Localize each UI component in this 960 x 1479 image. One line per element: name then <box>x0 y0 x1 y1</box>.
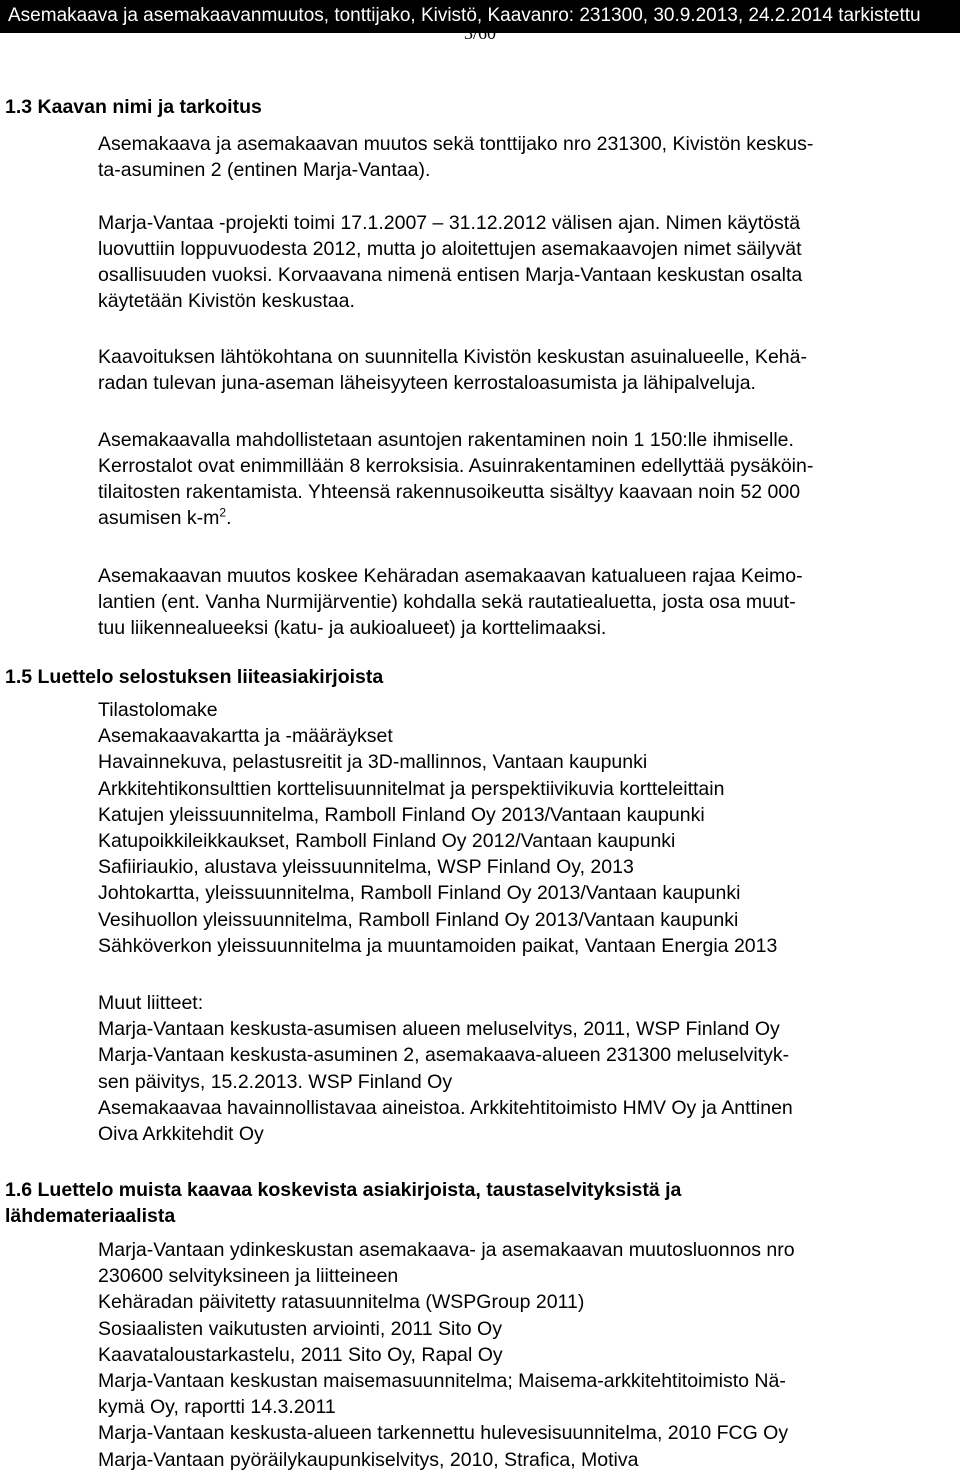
list-item: Oiva Arkkitehdit Oy <box>98 1123 264 1146</box>
heading-line: lähdemateriaalista <box>5 1205 176 1227</box>
list-item: Safiiriaukio, alustava yleissuunnitelma, WSP Finland Oy, 2013 <box>98 856 634 879</box>
list-item: Sosiaalisten vaikutusten arviointi, 2011 Sito Oy <box>98 1317 502 1340</box>
list-item: Katujen yleissuunnitelma, Ramboll Finland Oy 2013/Vantaan kaupunki <box>98 803 705 826</box>
text-line <box>98 505 958 531</box>
list-item: Marja-Vantaan keskusta-asumisen alueen meluselvitys, 2011, WSP Finland Oy <box>98 1018 780 1041</box>
section-heading-1-3: 1.3 Kaavan nimi ja tarkoitus <box>5 96 262 118</box>
floor-area-unit: asumisen k-m <box>98 507 220 529</box>
list-item: Kaavataloustarkastelu, 2011 Sito Oy, Rapal Oy <box>98 1343 503 1366</box>
paragraph-plan-change <box>98 563 958 641</box>
text-line: Asemakaavalla mahdollistetaan asuntojen rakentaminen noin 1 150:lle ihmiselle. <box>98 429 794 451</box>
other-attachments-label: Muut liitteet: <box>98 992 204 1014</box>
list-item: Asemakaavaa havainnollistavaa aineistoa. Arkkitehtitoimisto HMV Oy ja Anttinen <box>98 1096 793 1119</box>
list-item: Vesihuollon yleissuunnitelma, Ramboll Finland Oy 2013/Vantaan kaupunki <box>98 908 739 931</box>
text-line: luovuttiin loppuvuodesta 2012, mutta jo aloitettujen asemakaavojen nimet säilyvät <box>98 238 802 260</box>
list-item: Marja-Vantaan pyöräilykaupunkiselvitys, 2010, Strafica, Motiva <box>98 1448 639 1471</box>
paragraph-planning-basis <box>98 344 958 396</box>
text-line: Asemakaavan muutos koskee Kehäradan asemakaavan katualueen rajaa Keimo- <box>98 565 803 587</box>
text-line: Kerrostalot ovat enimmillään 8 kerroksisia. Asuinrakentaminen edellyttää pysäköin- <box>98 455 814 477</box>
paragraph-plan-name <box>98 131 958 183</box>
list-item: kymä Oy, raportti 14.3.2011 <box>98 1396 336 1419</box>
list-item: sen päivitys, 15.2.2013. WSP Finland Oy <box>98 1070 453 1093</box>
other-attachments-list <box>98 990 958 1147</box>
text-line: ta-asuminen 2 (entinen Marja-Vantaa). <box>98 159 431 181</box>
list-item: Havainnekuva, pelastusreitit ja 3D-mallinnos, Vantaan kaupunki <box>98 751 648 774</box>
text-line: lantien (ent. Vanha Nurmijärventie) kohdalla sekä rautatiealuetta, josta osa muut- <box>98 591 796 613</box>
text-line: käytetään Kivistön keskustaa. <box>98 290 355 312</box>
section-heading-1-6 <box>5 1177 955 1229</box>
list-item: Tilastolomake <box>98 699 218 721</box>
running-header-title: Asemakaava ja asemakaavanmuutos, tonttijako, Kivistö, Kaavanro: 231300, 30.9.2013, 24.2.2014 tarkistettu <box>8 5 921 26</box>
paragraph-housing-capacity <box>98 427 958 531</box>
paragraph-project-history <box>98 210 958 314</box>
background-documents-list <box>98 1237 958 1473</box>
list-item: Katupoikkileikkaukset, Ramboll Finland Oy 2012/Vantaan kaupunki <box>98 830 676 853</box>
attachments-list <box>98 697 958 959</box>
text-line: osallisuuden vuoksi. Korvaavana nimenä entisen Marja-Vantaan keskustan osalta <box>98 264 803 286</box>
list-item: Marja-Vantaan ydinkeskustan asemakaava- ja asemakaavan muutosluonnos nro <box>98 1239 795 1261</box>
list-item: Marja-Vantaan keskustan maisemasuunnitelma; Maisema-arkkitehtitoimisto Nä- <box>98 1370 786 1393</box>
list-item: Asemakaavakartta ja -määräykset <box>98 725 393 748</box>
text-line: Kaavoituksen lähtökohtana on suunnitella Kivistön keskustan asuinalueelle, Kehä- <box>98 346 807 368</box>
text-line: Marja-Vantaa -projekti toimi 17.1.2007 – 31.12.2012 välisen ajan. Nimen käytöstä <box>98 212 801 234</box>
list-item: Johtokartta, yleissuunnitelma, Ramboll Finland Oy 2013/Vantaan kaupunki <box>98 882 741 905</box>
list-item: Arkkitehtikonsulttien korttelisuunnitelmat ja perspektiivikuvia kortteleittain <box>98 777 725 800</box>
text-line: tuu liikennealueeksi (katu- ja aukioalueet) ja korttelimaaksi. <box>98 617 607 639</box>
list-item: Marja-Vantaan keskusta-asuminen 2, asemakaava-alueen 231300 meluselvityk- <box>98 1044 790 1067</box>
text-line: tilaitosten rakentamista. Yhteensä rakennusoikeutta sisältyy kaavaan noin 52 000 <box>98 481 801 503</box>
list-item: Kehäradan päivitetty ratasuunnitelma (WSPGroup 2011) <box>98 1291 585 1314</box>
superscript-2: 2 <box>219 505 227 520</box>
page-number: 3/60 <box>463 23 496 43</box>
list-item: Marja-Vantaan keskusta-alueen tarkennettu hulevesisuunnitelma, 2010 FCG Oy <box>98 1422 789 1445</box>
list-item: 230600 selvityksineen ja liitteineen <box>98 1265 399 1288</box>
sentence-end: . <box>226 507 232 529</box>
text-line: radan tulevan juna-aseman läheisyyteen kerrostaloasumista ja lähipalveluja. <box>98 372 756 394</box>
list-item: Sähköverkon yleissuunnitelma ja muuntamoiden paikat, Vantaan Energia 2013 <box>98 934 778 957</box>
heading-line: 1.6 Luettelo muista kaavaa koskevista asiakirjoista, taustaselvityksistä ja <box>5 1179 682 1201</box>
text-line: Asemakaava ja asemakaavan muutos sekä tonttijako nro 231300, Kivistön keskus- <box>98 133 814 155</box>
section-heading-1-5: 1.5 Luettelo selostuksen liiteasiakirjoista <box>5 666 384 688</box>
